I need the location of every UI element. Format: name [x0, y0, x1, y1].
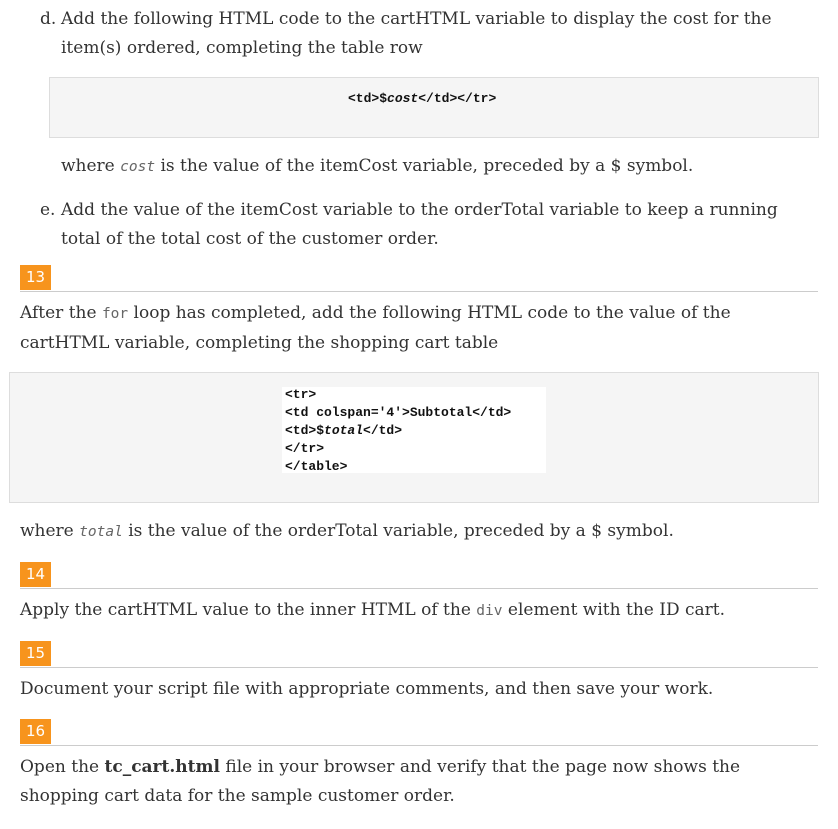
step-15-header: [20, 641, 818, 668]
code-line: </tr>: [285, 441, 325, 456]
substep-letter-e: e.: [40, 200, 56, 220]
step-16-header: [20, 719, 818, 746]
step-16-text: Open the tc_cart.html file in your browser and verify that the page now shows the shopping cart data for the sample customer order.: [20, 757, 741, 806]
filename: tc_cart.html: [104, 757, 220, 777]
code-block-subtotal: [9, 372, 819, 503]
code-line-cost: <td>$cost</td></tr>: [348, 91, 497, 106]
step-number-badge: 15: [20, 641, 51, 666]
code-line: <td>$total</td>: [285, 423, 403, 438]
substep-e-text: Add the value of the itemCost variable to the orderTotal variable to keep a running total of the total cost of the customer order.: [61, 200, 778, 249]
inline-code-div: div: [476, 603, 503, 619]
step-number-badge: 14: [20, 562, 51, 587]
substep-d-where: where cost is the value of the itemCost variable, preceded by a $ symbol.: [61, 156, 694, 176]
inline-code-total: total: [79, 524, 123, 540]
substep-d-text: Add the following HTML code to the cartHTML variable to display the cost for the item(s) ordered, completing the table row: [61, 9, 772, 58]
substep-letter-d: d.: [40, 9, 57, 29]
code-image: [282, 387, 546, 473]
step-15-text: Document your script file with appropriate comments, and then save your work.: [20, 679, 714, 699]
step-12e: [40, 196, 818, 254]
step-number-badge: 16: [20, 719, 51, 744]
step-14-header: [20, 562, 818, 589]
code-block-cost: [49, 77, 819, 138]
step-13-text: After the for loop has completed, add the following HTML code to the value of the cartHTML variable, completing the shopping cart table: [20, 303, 731, 353]
step-number-badge: 13: [20, 265, 51, 290]
code-line: <tr>: [285, 387, 317, 402]
code-line: <td colspan='4'>Subtotal</td>: [285, 405, 512, 420]
step-12d: [40, 5, 818, 63]
code-line: </table>: [285, 459, 348, 474]
inline-code-for: for: [101, 306, 129, 322]
step-14-text: Apply the cartHTML value to the inner HTML of the div element with the ID cart.: [20, 600, 725, 620]
inline-code-cost: cost: [120, 159, 156, 175]
step-13-header: [20, 265, 818, 292]
step-13-where: where total is the value of the orderTotal variable, preceded by a $ symbol.: [20, 521, 674, 541]
